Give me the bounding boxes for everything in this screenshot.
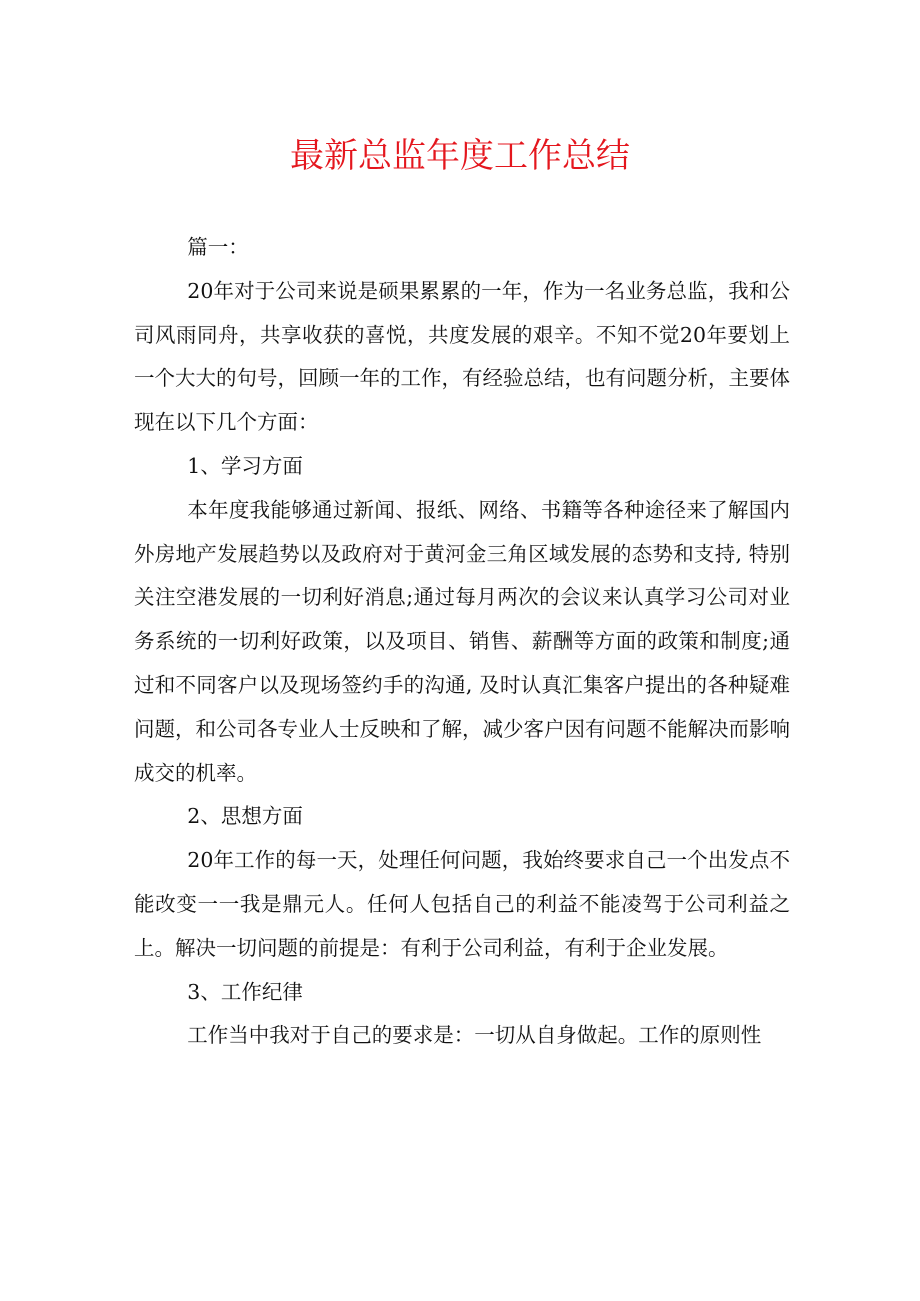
heading-thinking: 2、思想方面 [187,804,303,829]
heading-discipline: 3、工作纪律 [187,979,303,1004]
document-title: 最新总监年度工作总结 [290,136,630,176]
thinking-paragraph: 20年工作的每一天，处理任何问题，我始终要求自己一个出发点不能改变一一我是鼎元人。任何人包括自己的利益不能凌驾于公司利益之上。解决一切问题的前提是：有利于公司利益，有利于企业发展。 [134,848,790,960]
heading-study: 1、学习方面 [187,453,303,478]
discipline-paragraph: 工作当中我对于自己的要求是：一切从自身做起。工作的原则性 [187,1023,762,1048]
study-paragraph: 本年度我能够通过新闻、报纸、网络、书籍等各种途径来了解国内外房地产发展趋势以及政府对于黄河金三角区域发展的态势和支持, 特别关注空港发展的一切利好消息;通过每月两次的会议来认真学习公司对业务系统的一切利好政策，以及项目、销售、薪酬等方面的政策和制度;通过和不同客户以及现场签约手的沟通, 及时认真汇集客户提出的各种疑难问题，和公司各专业人士反映和了解，减少客户因有问题不能解决而影响成交的机率。 [134,497,790,785]
document-body [134,226,790,1058]
intro-paragraph: 20年对于公司来说是硕果累累的一年，作为一名业务总监，我和公司风雨同舟，共享收获的喜悦，共度发展的艰辛。不知不觉20年要划上一个大大的句号，回顾一年的工作，有经验总结，也有问题分析，主要体现在以下几个方面： [134,278,790,435]
section-label-pian-yi: 篇一： [187,235,249,259]
